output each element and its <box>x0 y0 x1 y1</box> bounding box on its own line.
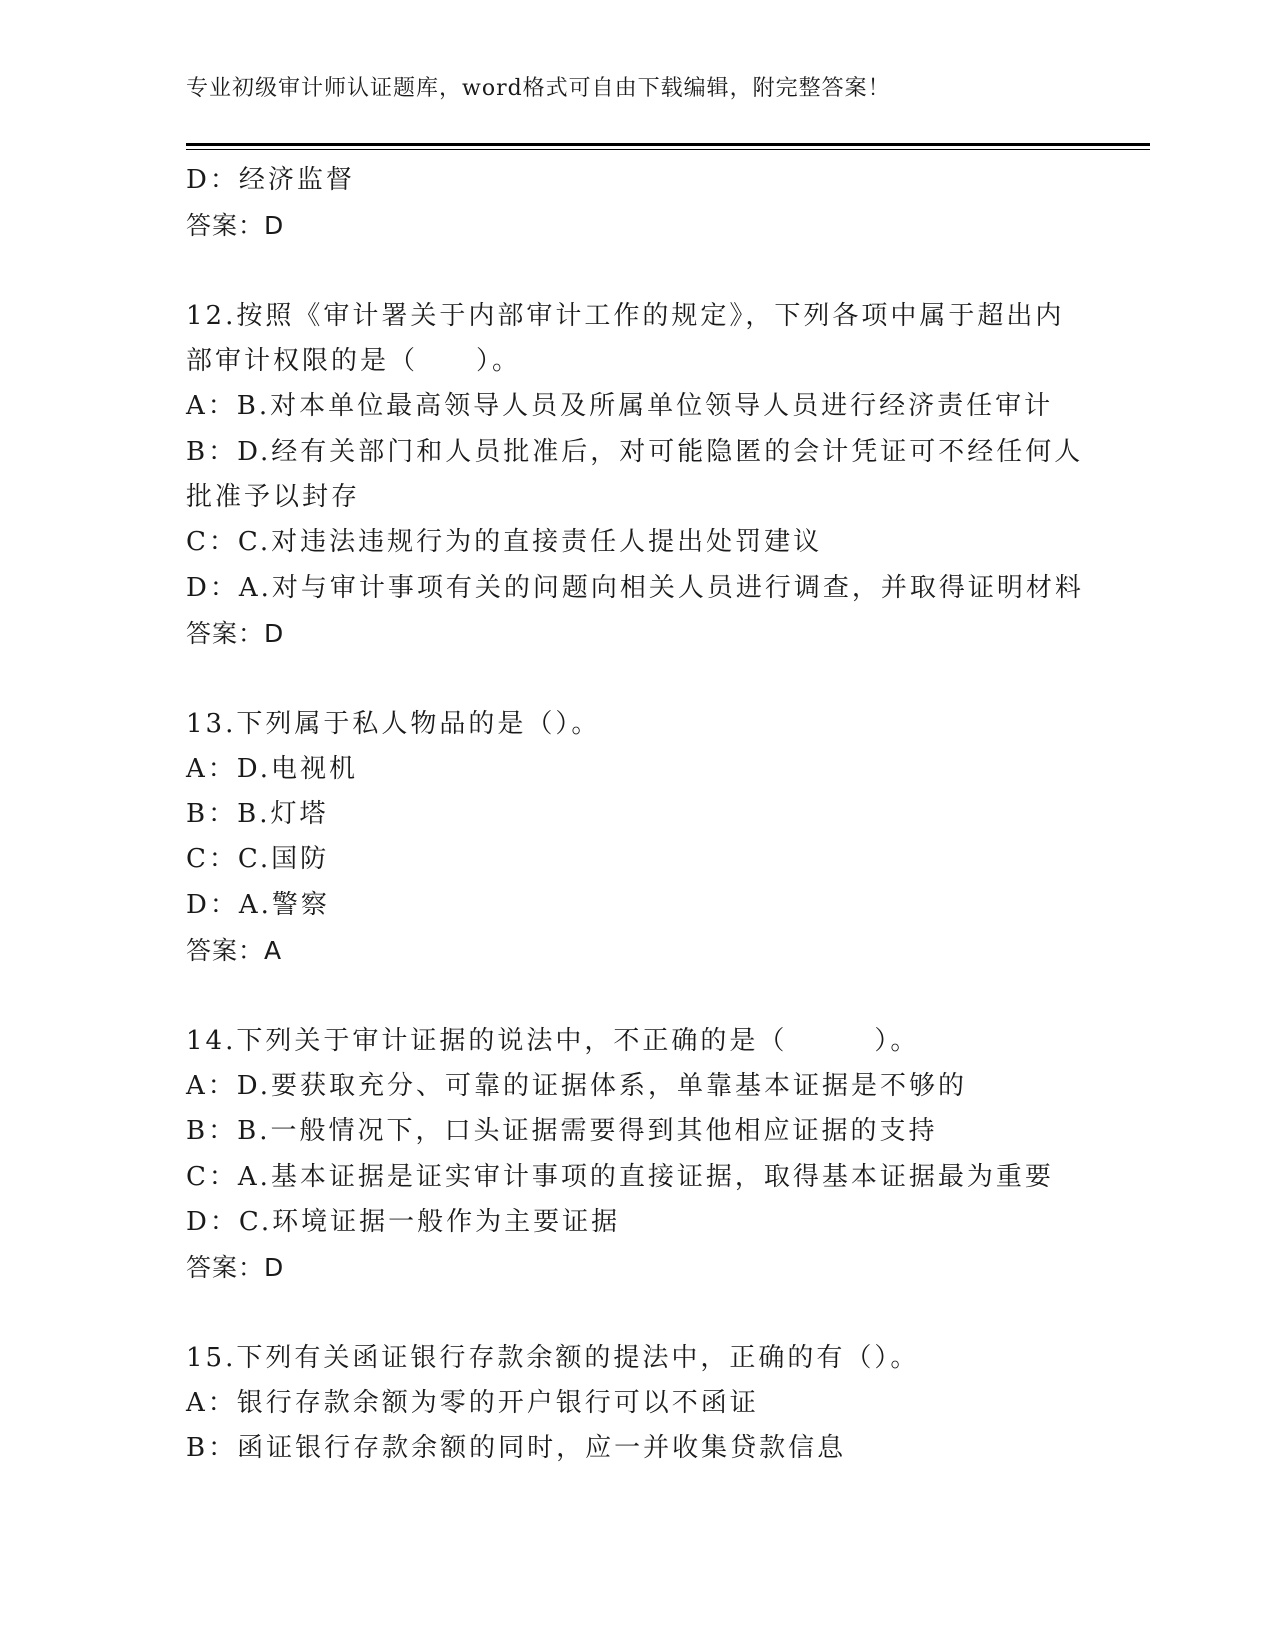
spacer <box>186 973 1150 1018</box>
option-d: D：A.警察 <box>186 889 330 920</box>
option-b-cont: 批准予以封存 <box>186 482 361 513</box>
header-rule-thick <box>186 143 1150 146</box>
option-b: B：函证银行存款余额的同时，应一并收集贷款信息 <box>186 1433 847 1464</box>
question-12 <box>186 294 1150 656</box>
option-d: D：C.环境证据一般作为主要证据 <box>186 1206 621 1237</box>
spacer <box>186 249 1150 294</box>
option-b: B：B.一般情况下，口头证据需要得到其他相应证据的支持 <box>186 1116 938 1147</box>
answer: 答案：D <box>186 618 285 648</box>
header-rule-thin <box>186 149 1150 150</box>
page-header: 专业初级审计师认证题库，word格式可自由下载编辑，附完整答案！ <box>186 76 891 101</box>
option-a: A：D.电视机 <box>186 753 358 784</box>
prev-answer: 答案：D <box>186 211 285 241</box>
prev-option-d: D：经济监督 <box>186 165 355 195</box>
question-14 <box>186 1019 1150 1291</box>
option-d: D：A.对与审计事项有关的问题向相关人员进行调查，并取得证明材料 <box>186 572 1084 603</box>
question-stem: 15.下列有关函证银行存款余额的提法中，正确的有（）。 <box>186 1342 920 1373</box>
question-content <box>186 158 1150 1472</box>
option-a: A：B.对本单位最高领导人员及所属单位领导人员进行经济责任审计 <box>186 391 1054 422</box>
spacer <box>186 656 1150 701</box>
option-b: B：B.灯塔 <box>186 799 329 830</box>
option-c: C：C.对违法违规行为的直接责任人提出处罚建议 <box>186 527 823 558</box>
answer: 答案：A <box>186 936 283 966</box>
spacer <box>186 1290 1150 1335</box>
option-a: A：D.要获取充分、可靠的证据体系，单靠基本证据是不够的 <box>186 1070 967 1101</box>
question-stem: 14.下列关于审计证据的说法中，不正确的是（ ）。 <box>186 1025 920 1056</box>
option-c: C：C.国防 <box>186 844 330 875</box>
question-13 <box>186 702 1150 974</box>
answer: 答案：D <box>186 1253 285 1283</box>
option-b: B：D.经有关部门和人员批准后，对可能隐匿的会计凭证可不经任何人 <box>186 436 1084 467</box>
option-a: A：银行存款余额为零的开户银行可以不函证 <box>186 1388 759 1419</box>
question-stem: 13.下列属于私人物品的是（）。 <box>186 708 601 739</box>
question-15 <box>186 1336 1150 1472</box>
option-c: C：A.基本证据是证实审计事项的直接证据，取得基本证据最为重要 <box>186 1161 1054 1192</box>
question-stem: 12.按照《审计署关于内部审计工作的规定》，下列各项中属于超出内 <box>186 300 1065 331</box>
question-stem: 部审计权限的是（ ）。 <box>186 346 522 377</box>
